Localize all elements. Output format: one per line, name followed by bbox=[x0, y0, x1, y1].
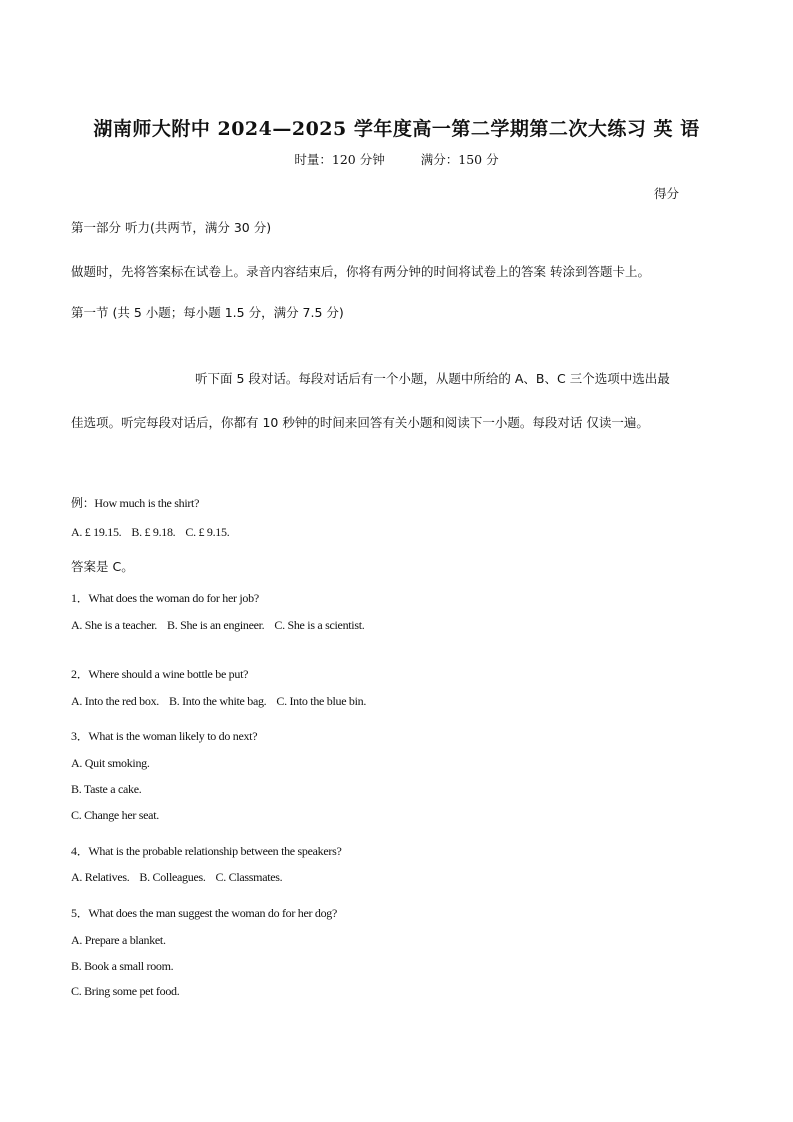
q1-option-b: B. She is an engineer. bbox=[166, 618, 265, 632]
part1-instruction: 做题时，先将答案标在试卷上。录音内容结束后，你将有两分钟的时间将试卷上的答案 转涂到答题卡上。 bbox=[71, 264, 650, 279]
q1-option-c: C. She is a scientist. bbox=[274, 618, 365, 632]
example-option-b: B. £ 9.18. bbox=[131, 525, 176, 539]
q4-option-c: C. Classmates. bbox=[215, 870, 283, 884]
question-1-options bbox=[71, 618, 374, 633]
question-4-options bbox=[71, 870, 292, 885]
score-label: 得分 bbox=[654, 186, 680, 201]
q3-option-b: B. Taste a cake. bbox=[71, 782, 142, 796]
exam-title: 湖南师大附中 2024—2025 学年度高一第二学期第二次大练习 英 语 bbox=[93, 118, 700, 140]
q5-option-c: C. Bring some pet food. bbox=[71, 984, 180, 998]
exam-info bbox=[0, 150, 793, 168]
example-options bbox=[71, 525, 239, 540]
q1-option-a: A. She is a teacher. bbox=[71, 618, 157, 632]
question-2: 2．Where should a wine bottle be put? bbox=[71, 667, 249, 681]
example-question: 例：How much is the shirt? bbox=[71, 496, 200, 510]
section1-directions-line1: 听下面 5 段对话。每段对话后有一个小题，从题中所给的 A、B、C 三个选项中选出最 bbox=[195, 371, 670, 386]
section1-heading: 第一节 (共 5 小题；每小题 1.5 分，满分 7.5 分) bbox=[71, 305, 344, 320]
example-answer: 答案是 C。 bbox=[71, 559, 134, 574]
question-2-options bbox=[71, 694, 376, 709]
exam-full-score: 满分：150 分 bbox=[420, 152, 499, 167]
example-option-a: A. £ 19.15. bbox=[71, 525, 122, 539]
q3-option-c: C. Change her seat. bbox=[71, 808, 159, 822]
question-3: 3．What is the woman likely to do next? bbox=[71, 729, 258, 743]
q2-option-b: B. Into the white bag. bbox=[168, 694, 267, 708]
q4-option-b: B. Colleagues. bbox=[139, 870, 206, 884]
q2-option-c: C. Into the blue bin. bbox=[276, 694, 367, 708]
q5-option-a: A. Prepare a blanket. bbox=[71, 933, 166, 947]
q2-option-a: A. Into the red box. bbox=[71, 694, 159, 708]
q4-option-a: A. Relatives. bbox=[71, 870, 130, 884]
question-1: 1．What does the woman do for her job? bbox=[71, 591, 259, 605]
q5-option-b: B. Book a small room. bbox=[71, 959, 174, 973]
question-5: 5．What does the man suggest the woman do for her dog? bbox=[71, 906, 338, 920]
part1-heading: 第一部分 听力(共两节，满分 30 分) bbox=[71, 220, 272, 235]
q3-option-a: A. Quit smoking. bbox=[71, 756, 150, 770]
example-option-c: C. £ 9.15. bbox=[185, 525, 230, 539]
section1-directions-line2: 佳选项。听完每段对话后，你都有 10 秒钟的时间来回答有关小题和阅读下一小题。每段对话 仅读一遍。 bbox=[71, 415, 649, 430]
question-4: 4．What is the probable relationship between the speakers? bbox=[71, 844, 342, 858]
exam-time: 时量：120 分钟 bbox=[294, 152, 385, 167]
